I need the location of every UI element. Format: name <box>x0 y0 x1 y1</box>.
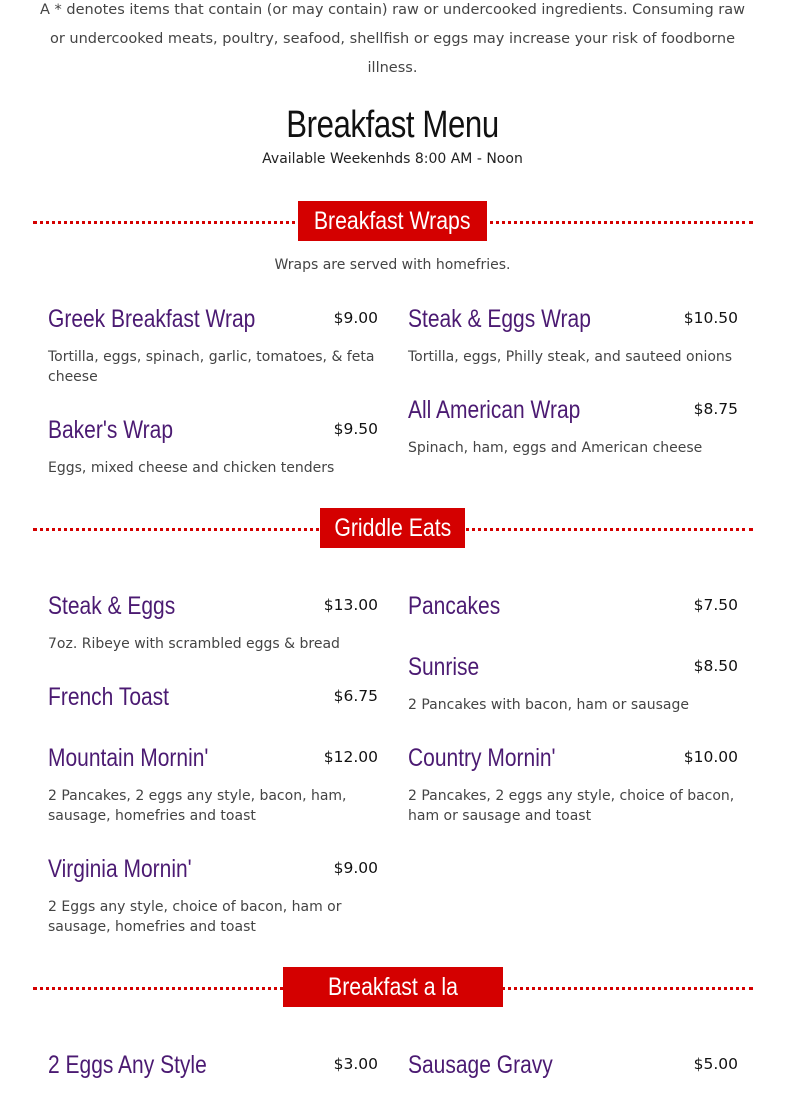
item-description: 2 Pancakes, 2 eggs any style, choice of bacon, ham or sausage and toast <box>408 788 735 824</box>
item-description: Spinach, ham, eggs and American cheese <box>408 440 703 456</box>
item-description: 2 Pancakes with bacon, ham or sausage <box>408 697 689 713</box>
item-name: Mountain Mornin' <box>48 744 209 772</box>
item-price: $9.00 <box>333 859 378 877</box>
item-name: 2 Eggs Any Style <box>48 1051 207 1079</box>
item-description: Eggs, mixed cheese and chicken tenders <box>48 460 335 476</box>
item-price: $10.00 <box>683 748 738 766</box>
item-price: $13.00 <box>323 596 378 614</box>
item-name: Sunrise <box>408 653 480 681</box>
item-price: $9.50 <box>333 420 378 438</box>
item-price: $12.00 <box>323 748 378 766</box>
item-name: French Toast <box>48 683 170 711</box>
menu-title: Breakfast Menu <box>286 104 499 146</box>
item-price: $6.75 <box>333 687 378 705</box>
item-price: $7.50 <box>693 596 738 614</box>
section-title: Griddle Eats <box>334 514 451 542</box>
section-note: Wraps are served with homefries. <box>274 257 511 273</box>
section-title: Breakfast a la Carte <box>328 973 458 1041</box>
section-header-griddle-eats <box>33 508 753 548</box>
section-title-badge <box>320 508 465 548</box>
item-price: $5.00 <box>693 1055 738 1073</box>
section-title: Breakfast Wraps <box>314 207 471 235</box>
item-name: Steak & Eggs Wrap <box>408 305 591 333</box>
section-title-badge <box>298 201 487 241</box>
item-name: Pancakes <box>408 592 501 620</box>
section-header-breakfast-a-la-carte <box>33 967 753 1041</box>
item-name: All American Wrap <box>408 396 581 424</box>
item-name: Country Mornin' <box>408 744 556 772</box>
section-title-badge <box>283 967 503 1041</box>
disclaimer: A * denotes items that contain (or may contain) raw or undercooked ingredients. Consuming raw or undercooked meats, poultry, seafood, shellfish or eggs may increase your risk of foodborne illness. <box>40 2 745 76</box>
section-header-breakfast-wraps <box>33 201 753 241</box>
item-price: $8.50 <box>693 657 738 675</box>
item-price: $3.00 <box>333 1055 378 1073</box>
item-name: Baker's Wrap <box>48 416 174 444</box>
item-price: $9.00 <box>333 309 378 327</box>
item-description: 2 Pancakes, 2 eggs any style, bacon, ham, sausage, homefries and toast <box>48 788 347 824</box>
item-name: Sausage Gravy <box>408 1051 553 1079</box>
item-description: Tortilla, eggs, Philly steak, and sauteed onions <box>408 349 733 365</box>
item-description: Tortilla, eggs, spinach, garlic, tomatoes, & feta cheese <box>48 349 375 385</box>
item-price: $10.50 <box>683 309 738 327</box>
item-description: 2 Eggs any style, choice of bacon, ham or sausage, homefries and toast <box>48 899 342 935</box>
item-description: 7oz. Ribeye with scrambled eggs & bread <box>48 636 340 652</box>
item-name: Steak & Eggs <box>48 592 176 620</box>
item-name: Virginia Mornin' <box>48 855 192 883</box>
item-price: $8.75 <box>693 400 738 418</box>
item-name: Greek Breakfast Wrap <box>48 305 256 333</box>
menu-subtitle: Available Weekenhds 8:00 AM - Noon <box>262 151 523 167</box>
